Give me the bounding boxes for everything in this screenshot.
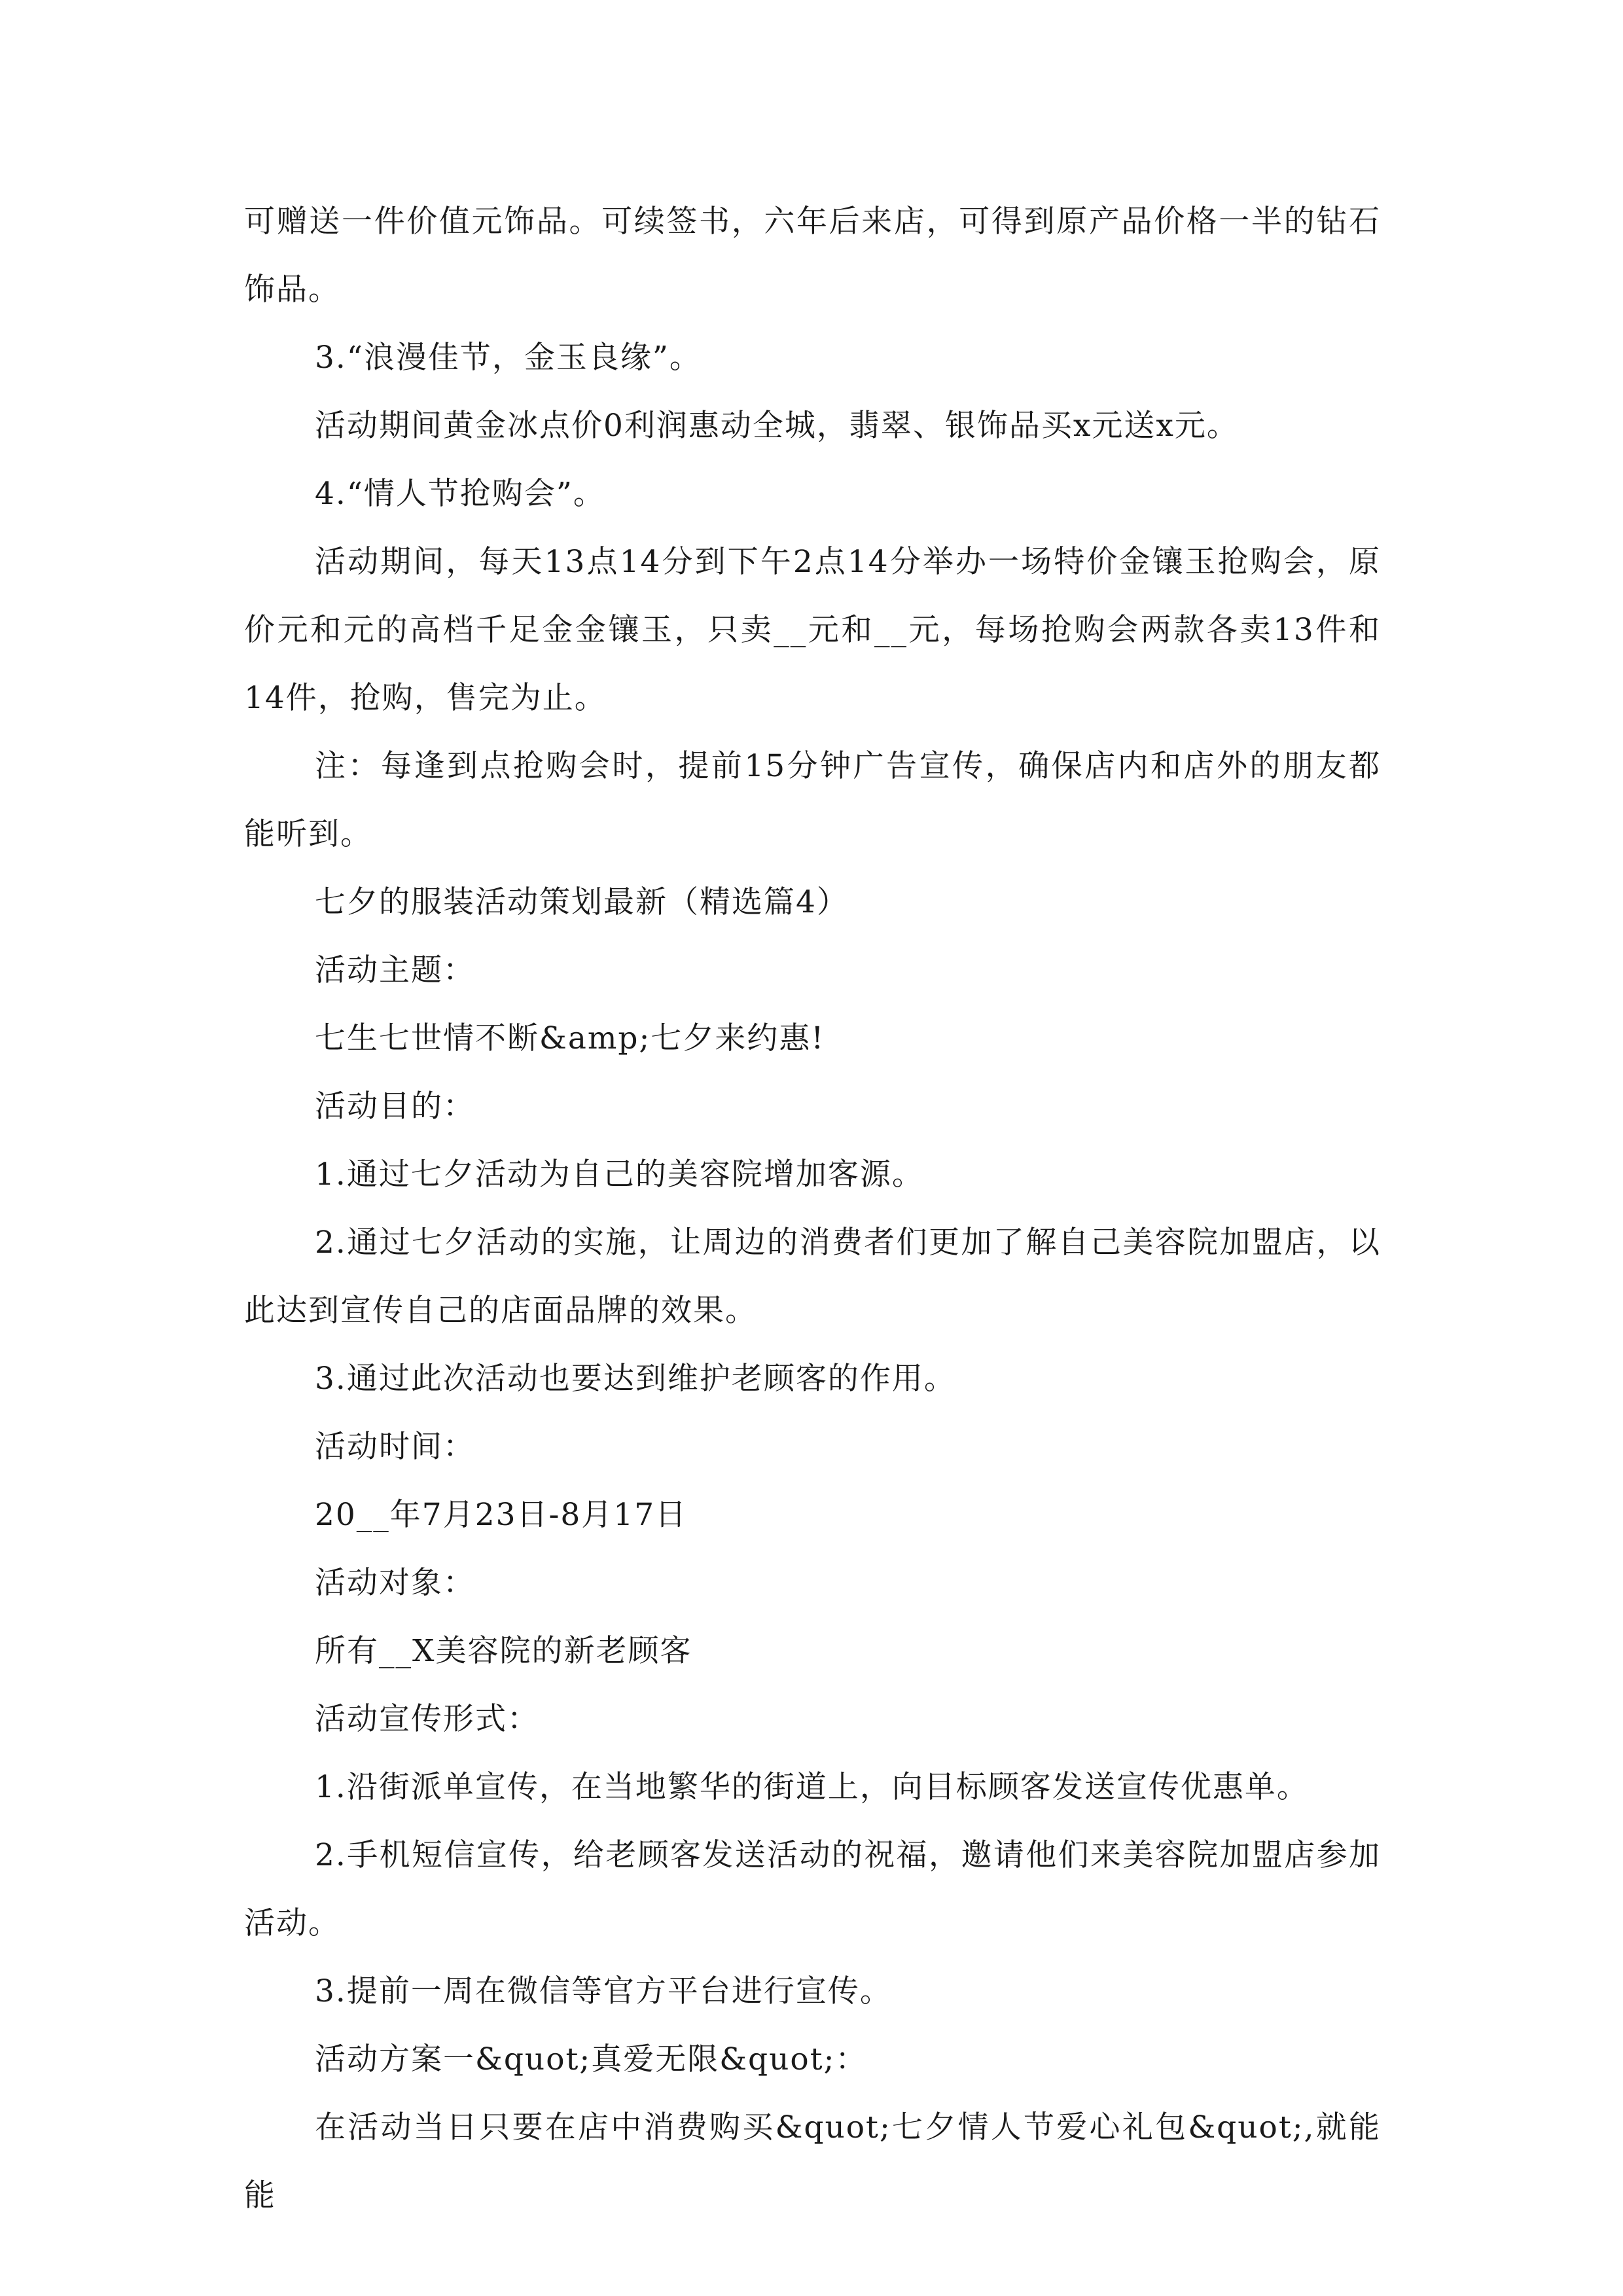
paragraph: 4.“情人节抢购会”。 xyxy=(315,476,605,512)
paragraph: 3.“浪漫佳节，金玉良缘”。 xyxy=(315,340,702,376)
paragraph: 七生七世情不断&amp;七夕来约惠! xyxy=(315,1020,825,1056)
paragraph: 活动主题： xyxy=(315,952,475,988)
paragraph: 1.沿街派单宣传，在当地繁华的街道上，向目标顾客发送宣传优惠单。 xyxy=(315,1769,1309,1805)
paragraph: 活动时间： xyxy=(315,1429,475,1465)
paragraph: 2.手机短信宣传，给老顾客发送活动的祝福，邀请他们来美容院加盟店参加活动。 xyxy=(244,1837,1381,1941)
paragraph: 活动期间黄金冰点价0利润惠动全城，翡翠、银饰品买x元送x元。 xyxy=(315,408,1239,444)
body-text xyxy=(244,188,1381,2230)
paragraph: 2.通过七夕活动的实施，让周边的消费者们更加了解自己美容院加盟店，以此达到宣传自己的店面品牌的效果。 xyxy=(244,1225,1381,1329)
paragraph: 3.提前一周在微信等官方平台进行宣传。 xyxy=(315,1973,892,2009)
paragraph: 在活动当日只要在店中消费购买&quot;七夕情人节爱心礼包&quot;,就能能 xyxy=(244,2109,1381,2214)
paragraph: 注：每逢到点抢购会时，提前15分钟广告宣传，确保店内和店外的朋友都能听到。 xyxy=(244,748,1381,852)
paragraph: 20__年7月23日-8月17日 xyxy=(315,1497,688,1533)
section-heading: 七夕的服装活动策划最新（精选篇4） xyxy=(315,884,849,920)
paragraph: 活动对象： xyxy=(315,1565,475,1601)
paragraph: 活动目的： xyxy=(315,1088,475,1124)
paragraph: 所有__X美容院的新老顾客 xyxy=(315,1633,692,1669)
paragraph: 活动期间，每天13点14分到下午2点14分举办一场特价金镶玉抢购会，原价元和元的高档千足金金镶玉，只卖__元和__元，每场抢购会两款各卖13件和14件，抢购，售完为止。 xyxy=(244,544,1381,716)
paragraph: 可赠送一件价值元饰品。可续签书，六年后来店，可得到原产品价格一半的钻石饰品。 xyxy=(244,204,1381,308)
paragraph: 3.通过此次活动也要达到维护老顾客的作用。 xyxy=(315,1361,956,1397)
paragraph: 1.通过七夕活动为自己的美容院增加客源。 xyxy=(315,1157,924,1193)
paragraph: 活动方案一&quot;真爱无限&quot;： xyxy=(315,2041,868,2077)
paragraph: 活动宣传形式： xyxy=(315,1701,539,1737)
